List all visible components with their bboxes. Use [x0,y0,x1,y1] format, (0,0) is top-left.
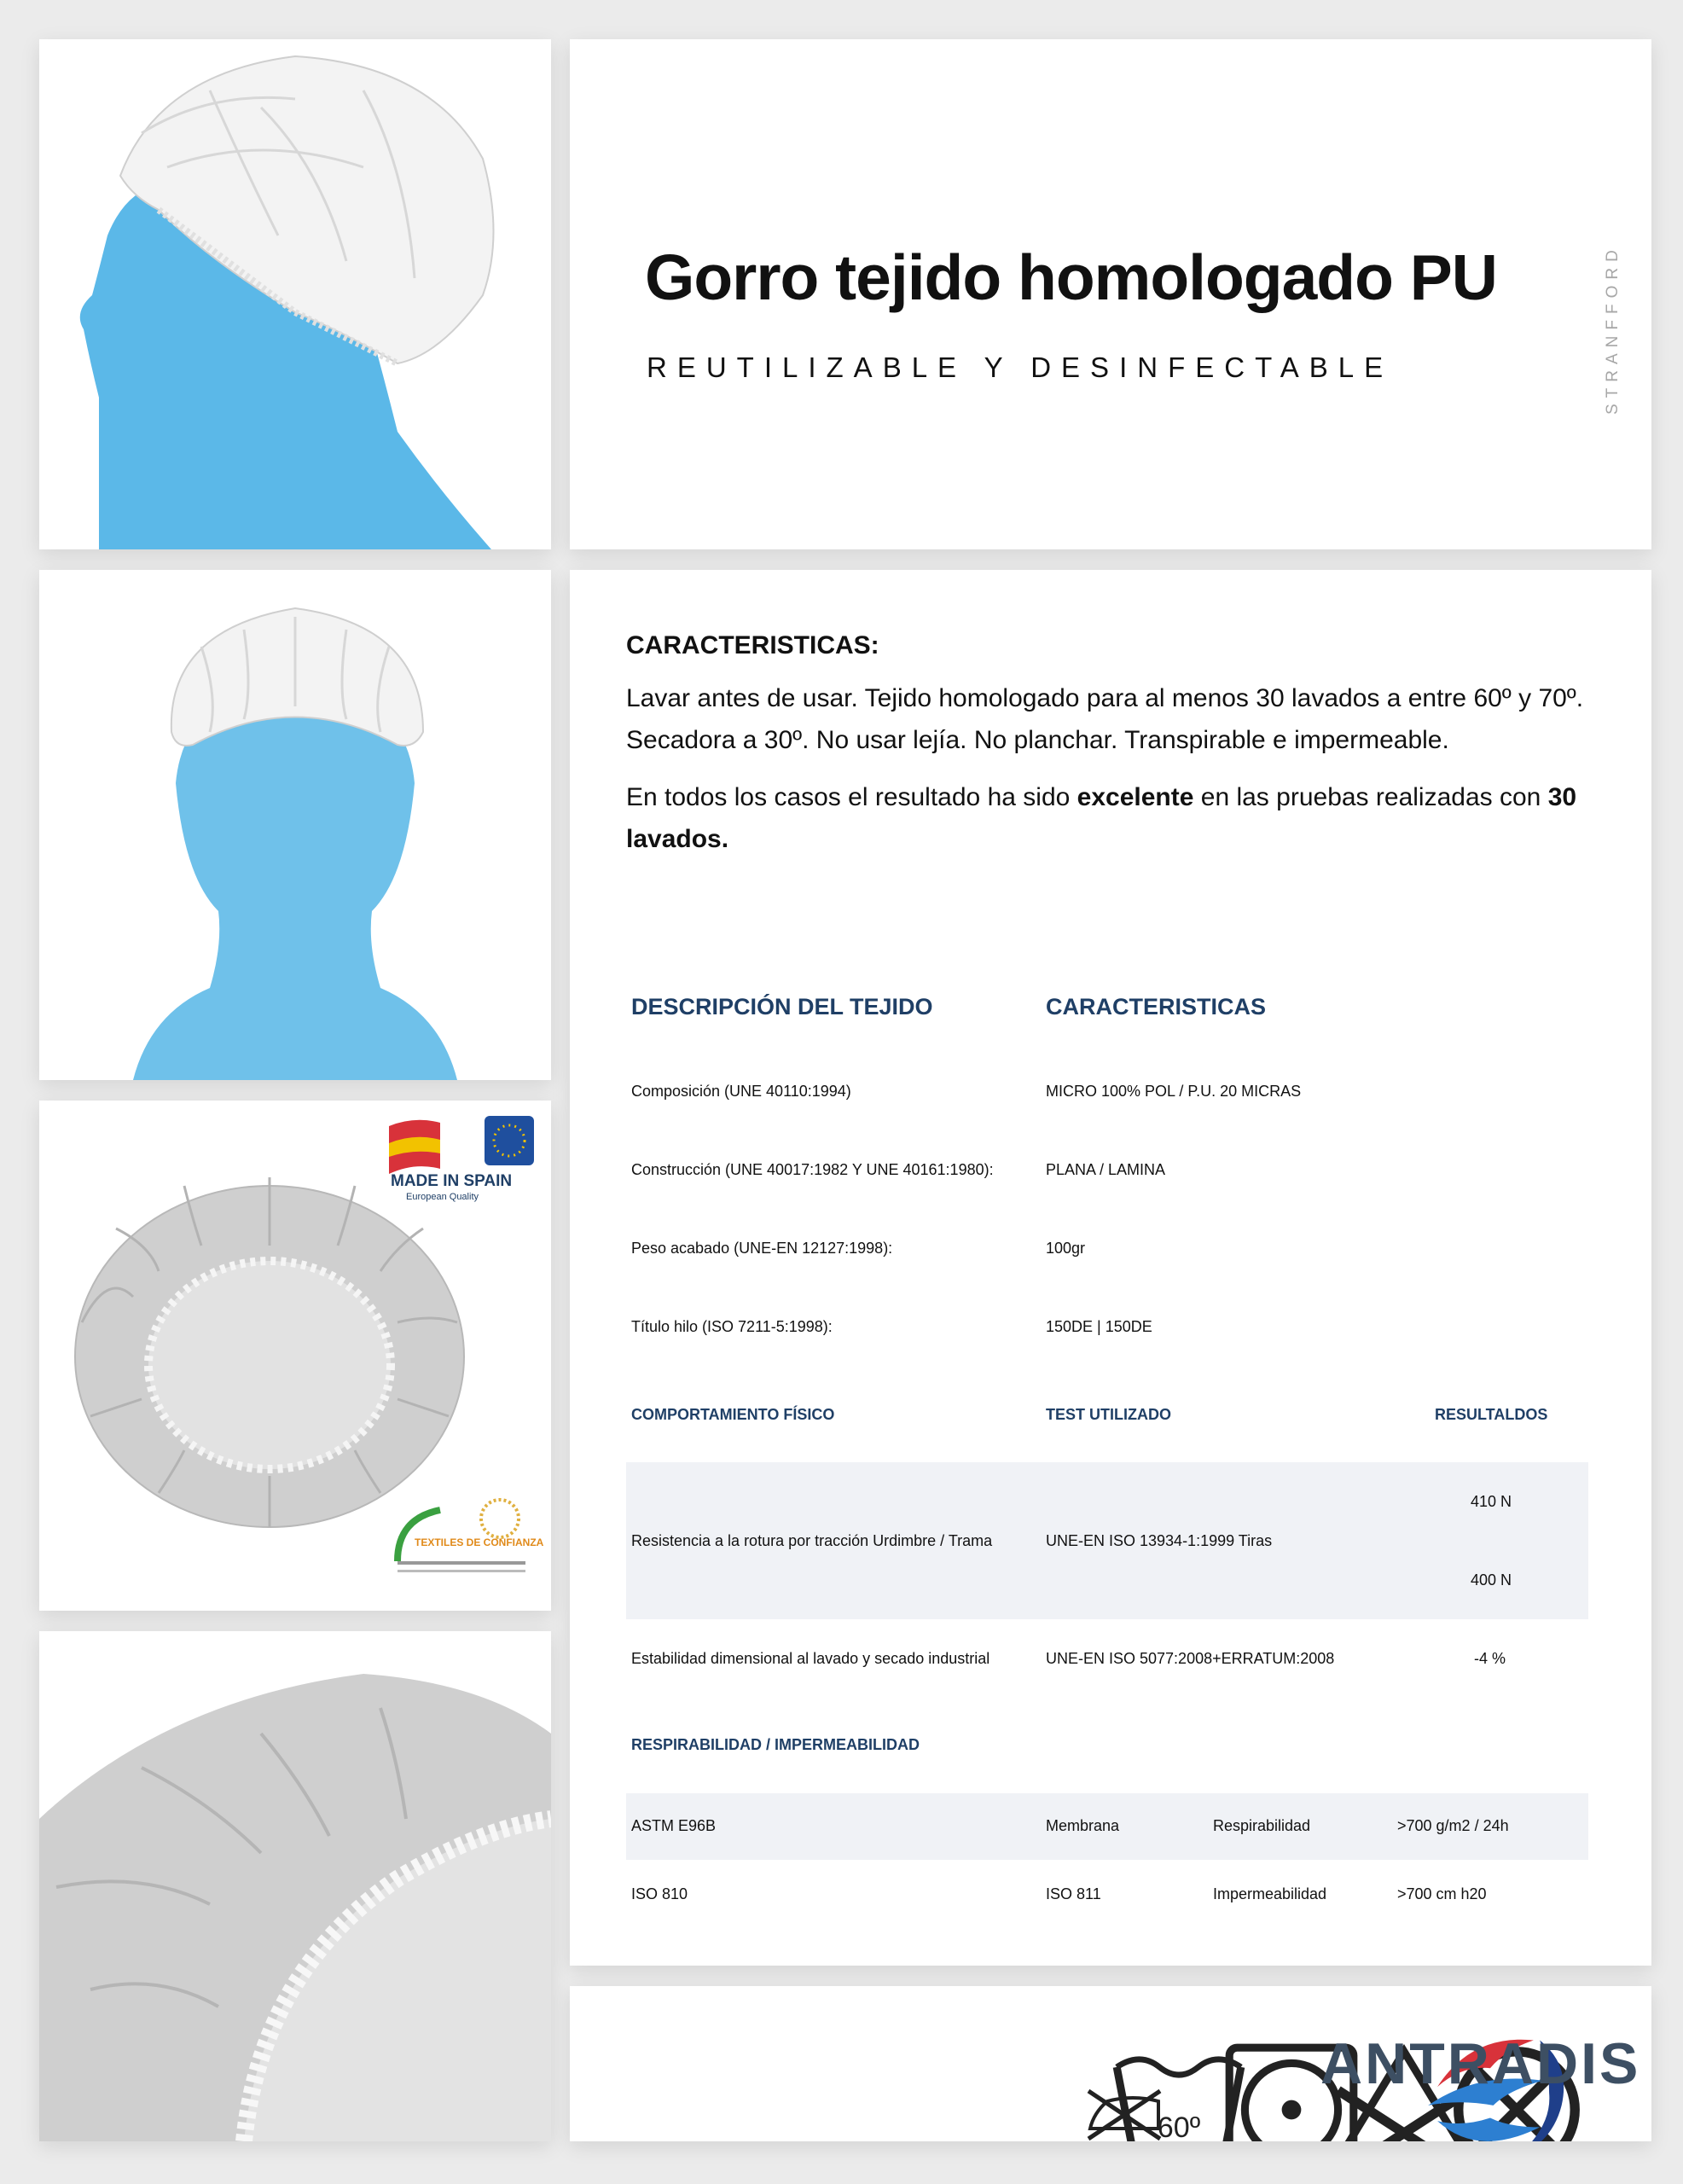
footer-panel [570,1986,1651,2144]
cap-top-illustration [39,1101,551,1611]
antradis-logo-text: ANTRADIS [1320,2031,1641,2096]
physical-row-label: Estabilidad dimensional al lavado y secado industrial [631,1650,990,1667]
wash-temp-label: 60º [1157,2111,1201,2144]
textiles-text: TEXTILES DE CONFIANZA [415,1536,544,1548]
breath-row-c1: ISO 810 [631,1885,688,1902]
back-view-illustration [39,570,551,1080]
breath-row-c4: >700 cm h20 [1397,1885,1487,1902]
fabric-row-value: 100gr [1046,1240,1086,1257]
breath-header: RESPIRABILIDAD / IMPERMEABILIDAD [631,1736,920,1753]
side-profile-illustration [39,39,551,549]
physical-col1-header: COMPORTAMIENTO FÍSICO [631,1406,835,1423]
fabric-col2-header: CARACTERISTICAS [1046,994,1267,1019]
breath-row-c1: ASTM E96B [631,1817,717,1834]
fabric-row-label: Composición (UNE 40110:1994) [631,1083,851,1100]
page-title: Gorro tejido homologado PU [645,241,1497,313]
physical-col2-header: TEST UTILIZADO [1046,1406,1171,1423]
european-quality-text: European Quality [406,1192,479,1202]
page-subtitle: REUTILIZABLE Y DESINFECTABLE [647,351,1394,383]
title-panel [570,39,1651,549]
product-image-top [39,1101,551,1611]
physical-row-test: UNE-EN ISO 5077:2008+ERRATUM:2008 [1046,1650,1335,1667]
fabric-col1-header: DESCRIPCIÓN DEL TEJIDO [631,994,933,1019]
physical-col3-header: RESULTALDOS [1435,1406,1548,1423]
fabric-row-label: Título hilo (ISO 7211-5:1998): [631,1318,833,1335]
no-iron-icon [1082,2032,1167,2141]
product-image-closeup [39,1631,551,2141]
caracteristicas-heading: CARACTERISTICAS: [626,631,879,659]
fabric-row-label: Peso acabado (UNE-EN 12127:1998): [631,1240,893,1257]
fabric-row-value: 150DE | 150DE [1046,1318,1152,1335]
breath-row-c2: ISO 811 [1046,1885,1101,1902]
fabric-row-value: MICRO 100% POL / P.U. 20 MICRAS [1046,1083,1302,1100]
physical-row-result: -4 % [1474,1650,1506,1667]
physical-row-result: 400 N [1471,1571,1512,1589]
physical-row-result: 410 N [1471,1493,1512,1510]
cap-elastic [148,1261,391,1469]
breath-row-c2: Membrana [1046,1817,1120,1834]
closeup-illustration [39,1631,551,2141]
caracteristicas-paragraph-2: En todos los casos el resultado ha sido excelente en las pruebas realizadas con 30 lavados. [626,783,1577,853]
specifications-panel [570,570,1651,1966]
fabric-row-value: PLANA / LAMINA [1046,1161,1166,1178]
caracteristicas-paragraph-1: Lavar antes de usar. Tejido homologado para al menos 30 lavados a entre 60º y 70º. Secadora a 30º. No usar lejía. No planchar. Transpirable e impermeable. [626,684,1584,754]
breath-row-c4: >700 g/m2 / 24h [1397,1817,1509,1834]
breath-row-c3: Respirabilidad [1213,1817,1311,1834]
fabric-row-label: Construcción (UNE 40017:1982 Y UNE 40161:1980): [631,1161,994,1178]
brand-vertical-label: STRANFFORD [1604,244,1622,415]
breath-row-c3: Impermeabilidad [1213,1885,1327,1902]
physical-row-label: Resistencia a la rotura por tracción Urdimbre / Trama [631,1532,993,1549]
physical-row-test: UNE-EN ISO 13934-1:1999 Tiras [1046,1532,1273,1549]
product-image-side [39,39,551,549]
product-image-back [39,570,551,1080]
made-in-spain-text: MADE IN SPAIN [391,1172,513,1190]
